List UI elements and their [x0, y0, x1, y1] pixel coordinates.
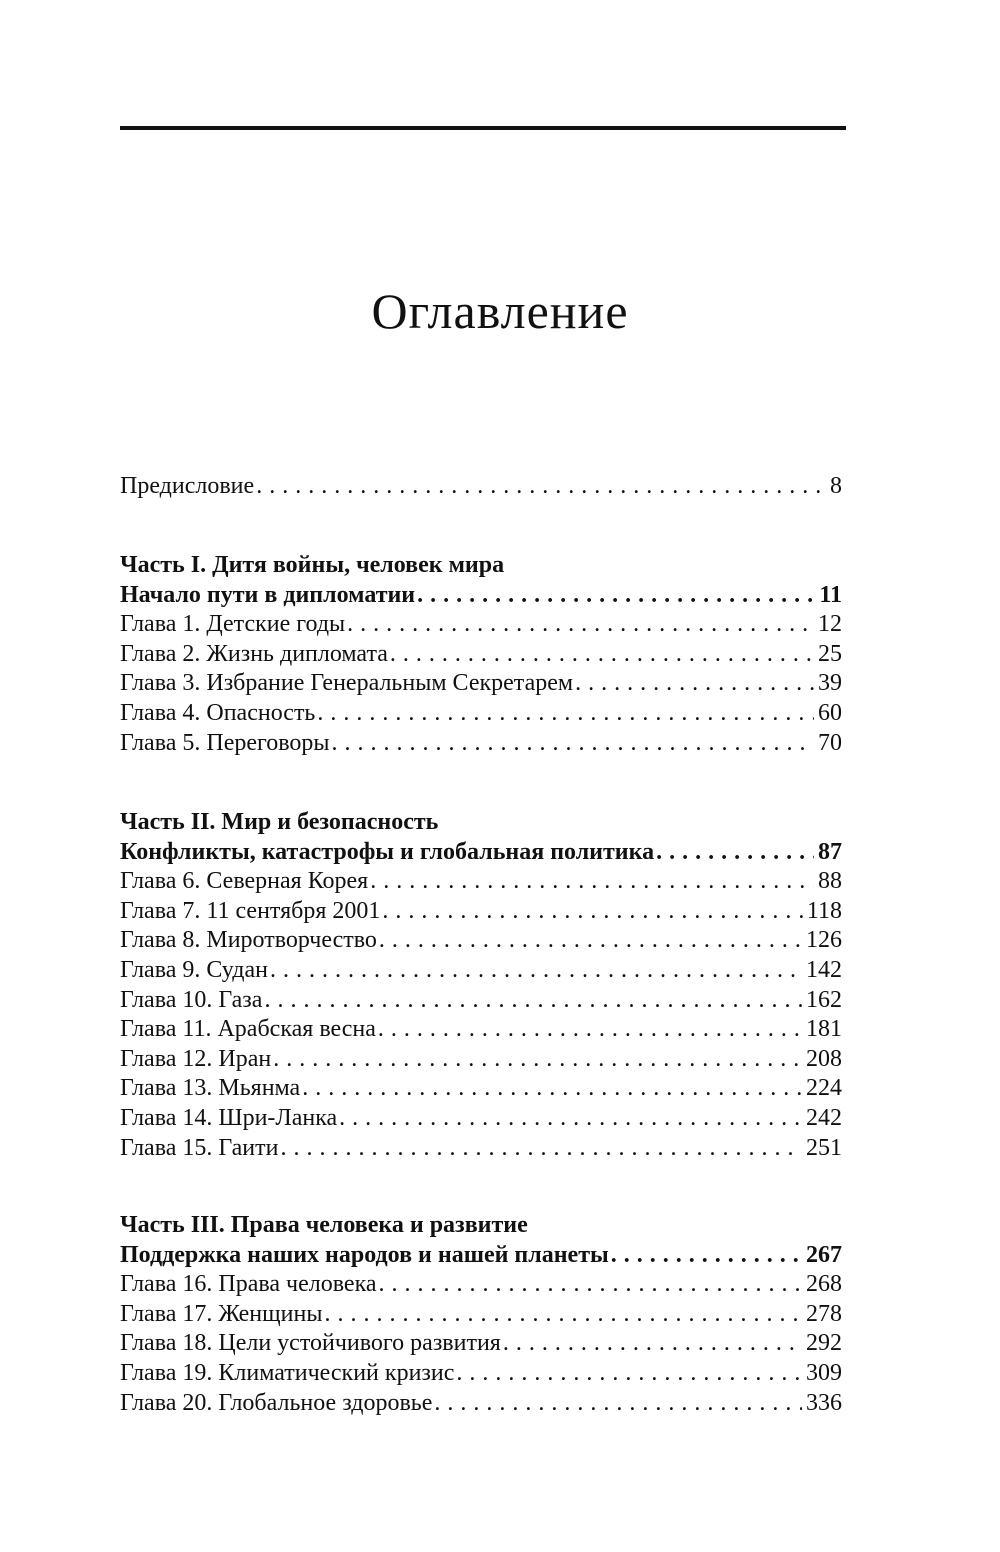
- dot-leader: [347, 610, 814, 640]
- toc-entry-chapter[interactable]: [120, 926, 842, 956]
- toc-entry-part-subtitle[interactable]: [120, 838, 842, 868]
- toc-entry-chapter[interactable]: [120, 956, 842, 986]
- chapter-page: 12: [818, 611, 842, 638]
- toc-entry-part-subtitle[interactable]: [120, 1241, 842, 1271]
- dot-leader: [317, 699, 814, 729]
- dot-leader: [256, 472, 826, 502]
- toc-entry-chapter[interactable]: [120, 1074, 842, 1104]
- toc-entry-chapter[interactable]: [120, 1359, 842, 1389]
- chapter-page: 309: [806, 1359, 842, 1386]
- chapter-page: 181: [806, 1016, 842, 1043]
- part-subtitle: Поддержка наших народов и нашей планеты: [120, 1241, 609, 1268]
- chapter-page: 88: [818, 868, 842, 895]
- dot-leader: [390, 640, 814, 670]
- dot-leader: [379, 1270, 802, 1300]
- toc-entry-chapter[interactable]: [120, 1015, 842, 1045]
- dot-leader: [456, 1359, 802, 1389]
- chapter-label: Глава 9. Судан: [120, 956, 268, 983]
- chapter-page: 336: [806, 1389, 842, 1416]
- part-subtitle: Конфликты, катастрофы и глобальная политика: [120, 838, 655, 865]
- chapter-page: 268: [806, 1271, 842, 1298]
- part-title: Часть III. Права человека и развитие: [120, 1212, 528, 1238]
- dot-leader: [270, 956, 802, 986]
- part-title: Часть II. Мир и безопасность: [120, 809, 439, 835]
- toc-entry-preface[interactable]: [120, 472, 842, 502]
- dot-leader: [280, 1134, 802, 1164]
- part-title: Часть I. Дитя войны, человек мира: [120, 552, 505, 578]
- dot-leader: [611, 1241, 802, 1271]
- chapter-page: 251: [806, 1134, 842, 1161]
- chapter-label: Глава 10. Газа: [120, 986, 263, 1013]
- chapter-label: Глава 7. 11 сентября 2001: [120, 897, 381, 924]
- toc-entry-chapter[interactable]: [120, 1104, 842, 1134]
- part-subtitle-page: 267: [806, 1241, 842, 1268]
- toc-entry-chapter[interactable]: [120, 986, 842, 1016]
- toc-part-2: [120, 808, 842, 1163]
- chapter-page: 278: [806, 1300, 842, 1327]
- chapter-page: 162: [806, 986, 842, 1013]
- chapter-label: Глава 6. Северная Корея: [120, 868, 369, 895]
- dot-leader: [575, 669, 814, 699]
- dot-leader: [324, 1300, 802, 1330]
- chapter-page: 208: [806, 1045, 842, 1072]
- dot-leader: [379, 926, 802, 956]
- dot-leader: [264, 986, 802, 1016]
- toc-entry-chapter[interactable]: [120, 1270, 842, 1300]
- toc-entry-chapter[interactable]: [120, 1300, 842, 1330]
- chapter-page: 224: [806, 1075, 842, 1102]
- chapter-label: Глава 14. Шри-Ланка: [120, 1104, 338, 1131]
- chapter-label: Глава 15. Гаити: [120, 1134, 279, 1161]
- dot-leader: [434, 1389, 802, 1419]
- chapter-label: Глава 1. Детские годы: [120, 611, 346, 638]
- dot-leader: [378, 1015, 802, 1045]
- chapter-label: Глава 20. Глобальное здоровье: [120, 1389, 433, 1416]
- toc-entry-chapter[interactable]: [120, 729, 842, 759]
- chapter-label: Глава 5. Переговоры: [120, 729, 330, 756]
- toc-entry-page: 8: [830, 473, 842, 499]
- toc-entry-chapter[interactable]: [120, 640, 842, 670]
- dot-leader: [370, 867, 814, 897]
- toc-part-1: [120, 551, 842, 758]
- toc-preface-block: [120, 472, 842, 502]
- toc-entry-chapter[interactable]: [120, 610, 842, 640]
- toc-entry-chapter[interactable]: [120, 1329, 842, 1359]
- chapter-page: 39: [818, 670, 842, 697]
- part-subtitle-page: 11: [819, 581, 842, 608]
- dot-leader: [339, 1104, 802, 1134]
- dot-leader: [332, 729, 814, 759]
- chapter-label: Глава 16. Права человека: [120, 1271, 377, 1298]
- toc-entry-chapter[interactable]: [120, 1045, 842, 1075]
- chapter-label: Глава 8. Миротворчество: [120, 927, 377, 954]
- dot-leader: [302, 1074, 802, 1104]
- dot-leader: [382, 897, 803, 927]
- chapter-label: Глава 2. Жизнь дипломата: [120, 640, 388, 667]
- chapter-page: 242: [806, 1104, 842, 1131]
- top-rule: [120, 126, 846, 130]
- part-subtitle-page: 87: [818, 838, 842, 865]
- chapter-page: 142: [806, 956, 842, 983]
- chapter-label: Глава 13. Мьянма: [120, 1075, 301, 1102]
- chapter-label: Глава 11. Арабская весна: [120, 1016, 376, 1043]
- toc-entry-chapter[interactable]: [120, 669, 842, 699]
- toc-entry-chapter[interactable]: [120, 1134, 842, 1164]
- chapter-page: 25: [818, 640, 842, 667]
- page-title: Оглавление: [371, 283, 629, 339]
- toc-entry-chapter[interactable]: [120, 1389, 842, 1419]
- chapter-label: Глава 17. Женщины: [120, 1300, 323, 1327]
- dot-leader: [503, 1329, 802, 1359]
- toc-entry-part-subtitle[interactable]: [120, 581, 842, 611]
- toc-entry-chapter[interactable]: [120, 699, 842, 729]
- toc-part-3: [120, 1211, 842, 1418]
- dot-leader: [273, 1045, 802, 1075]
- chapter-page: 292: [806, 1330, 842, 1357]
- chapter-page: 126: [806, 927, 842, 954]
- chapter-label: Глава 18. Цели устойчивого развития: [120, 1330, 501, 1357]
- chapter-page: 70: [818, 729, 842, 756]
- chapter-label: Глава 12. Иран: [120, 1045, 272, 1072]
- toc-entry-label: Предисловие: [120, 473, 255, 499]
- dot-leader: [656, 838, 814, 868]
- chapter-label: Глава 19. Климатический кризис: [120, 1359, 455, 1386]
- chapter-label: Глава 3. Избрание Генеральным Секретарем: [120, 670, 574, 697]
- chapter-page: 60: [818, 699, 842, 726]
- dot-leader: [417, 581, 815, 611]
- toc-entry-chapter[interactable]: [120, 867, 842, 897]
- part-subtitle: Начало пути в дипломатии: [120, 581, 416, 608]
- chapter-page: 118: [806, 897, 842, 924]
- toc-entry-chapter[interactable]: [120, 897, 842, 927]
- chapter-label: Глава 4. Опасность: [120, 699, 316, 726]
